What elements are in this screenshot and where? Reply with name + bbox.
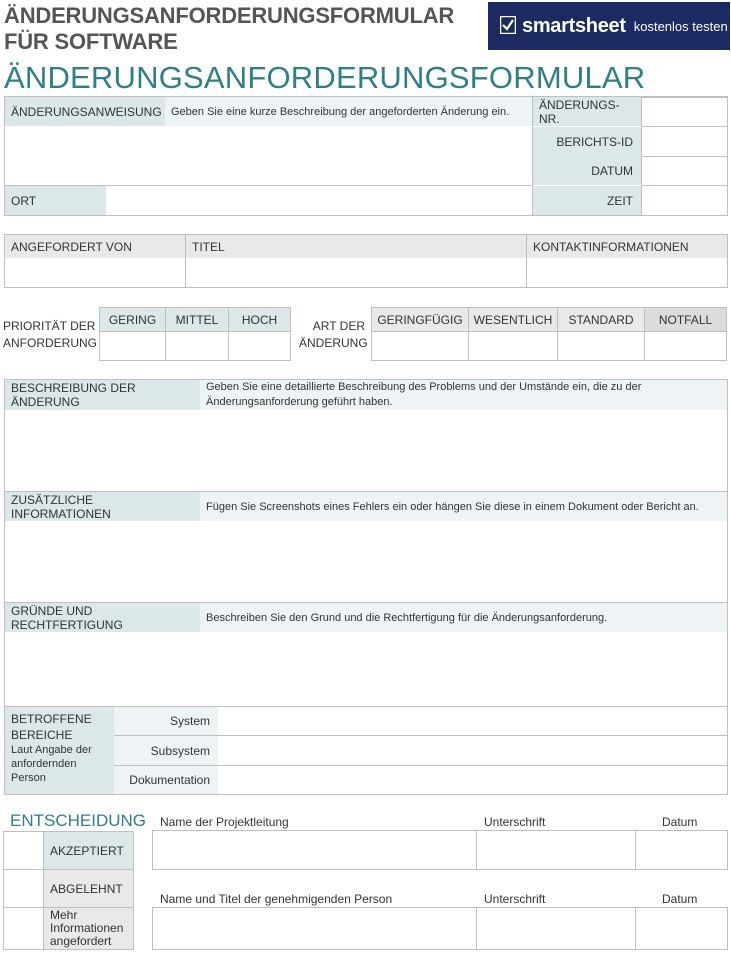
main-title	[4, 3, 454, 55]
accepted-label: AKZEPTIERT	[44, 832, 133, 869]
priority-option-high: HOCH	[229, 308, 290, 331]
change-type-minor-checkbox[interactable]	[372, 332, 468, 360]
pm-signature-field[interactable]	[476, 830, 636, 870]
reasons-label: GRÜNDE UND RECHTFERTIGUNG	[5, 603, 200, 632]
location-label: ORT	[5, 186, 106, 215]
priority-option-medium: MITTEL	[166, 308, 228, 331]
checkmark-icon	[500, 16, 516, 37]
change-type-major: WESENTLICH	[469, 308, 557, 331]
contact-field[interactable]	[527, 258, 727, 287]
instruction-label: ÄNDERUNGSANWEISUNG	[5, 97, 165, 126]
change-type-label: ART DER ÄNDERUNG	[299, 319, 368, 350]
affected-subsystem-label: Subsystem	[114, 736, 218, 765]
approver-name-label: Name und Titel der genehmigenden Person	[160, 892, 393, 906]
contact-label: KONTAKTINFORMATIONEN	[527, 235, 727, 258]
change-type-major-checkbox[interactable]	[469, 332, 557, 360]
time-label: ZEIT	[533, 186, 641, 215]
requested-by-label: ANGEFORDERT VON	[5, 235, 185, 258]
description-field[interactable]	[5, 410, 727, 491]
logo-brand: smartsheet	[522, 14, 626, 37]
pm-signature-label: Unterschrift	[484, 815, 546, 829]
priority-low-checkbox[interactable]	[100, 332, 165, 360]
approver-date-field[interactable]	[635, 907, 728, 950]
logo-cta: kostenlos testen	[633, 18, 728, 34]
approver-signature-field[interactable]	[476, 907, 636, 950]
priority-medium-checkbox[interactable]	[166, 332, 228, 360]
accepted-checkbox[interactable]	[4, 832, 43, 869]
affected-system-field[interactable]	[218, 707, 727, 735]
reasons-field[interactable]	[5, 632, 727, 706]
affected-label: BETROFFENE BEREICHE Laut Angabe der anfordernden Person	[5, 707, 114, 794]
change-type-emergency-checkbox[interactable]	[645, 332, 726, 360]
smartsheet-logo-button[interactable]	[488, 2, 730, 50]
reasons-hint: Beschreiben Sie den Grund und die Rechtfertigung für die Änderungsanforderung.	[200, 603, 727, 632]
pm-name-label: Name der Projektleitung	[160, 815, 289, 829]
change-type-standard: STANDARD	[558, 308, 644, 331]
report-id-label: BERICHTS-ID	[533, 127, 641, 156]
decision-title: ENTSCHEIDUNG	[10, 811, 147, 830]
more-info-checkbox[interactable]	[4, 908, 43, 949]
affected-documentation-field[interactable]	[218, 766, 727, 794]
change-no-field[interactable]	[641, 97, 728, 127]
priority-option-low: GERING	[100, 308, 165, 331]
instruction-field[interactable]	[5, 126, 532, 185]
rejected-label: ABGELEHNT	[44, 870, 133, 907]
approver-date-label: Datum	[662, 892, 698, 906]
additional-field[interactable]	[5, 521, 727, 602]
requested-by-field[interactable]	[5, 258, 185, 287]
time-field[interactable]	[641, 185, 728, 216]
main-title-line1: ÄNDERUNGSANFORDERUNGSFORMULAR	[4, 3, 455, 28]
main-title-line2: FÜR SOFTWARE	[4, 29, 178, 54]
additional-label: ZUSÄTZLICHE INFORMATIONEN	[5, 492, 200, 521]
instruction-hint: Geben Sie eine kurze Beschreibung der angeforderten Änderung ein.	[165, 97, 532, 126]
date-field[interactable]	[641, 156, 728, 186]
description-hint: Geben Sie eine detaillierte Beschreibung des Problems und der Umstände ein, die zu der Änderungsanforderung geführt haben.	[200, 380, 727, 410]
affected-subsystem-field[interactable]	[218, 736, 727, 765]
pm-date-label: Datum	[662, 815, 698, 829]
title-field[interactable]	[186, 258, 526, 287]
pm-name-field[interactable]	[152, 830, 477, 870]
report-id-field[interactable]	[641, 126, 728, 157]
divider	[43, 832, 44, 949]
form-title: ÄNDERUNGSANFORDERUNGSFORMULAR	[4, 60, 646, 95]
title-label: TITEL	[186, 235, 526, 258]
additional-hint: Fügen Sie Screenshots eines Fehlers ein oder hängen Sie diese in einem Dokument oder Bericht an.	[200, 492, 727, 521]
priority-high-checkbox[interactable]	[229, 332, 290, 360]
rejected-checkbox[interactable]	[4, 870, 43, 907]
description-label: BESCHREIBUNG DER ÄNDERUNG	[5, 380, 200, 410]
pm-date-field[interactable]	[635, 830, 728, 870]
approver-name-field[interactable]	[152, 907, 477, 950]
more-info-label: Mehr Informationen angefordert	[44, 908, 133, 949]
change-type-standard-checkbox[interactable]	[558, 332, 644, 360]
date-label: DATUM	[533, 156, 641, 185]
affected-documentation-label: Dokumentation	[114, 766, 218, 794]
approver-signature-label: Unterschrift	[484, 892, 546, 906]
change-no-label: ÄNDERUNGS-NR.	[533, 97, 641, 126]
affected-system-label: System	[114, 707, 218, 735]
priority-label: PRIORITÄT DER ANFORDERUNG	[3, 319, 98, 350]
location-field[interactable]	[106, 186, 532, 215]
change-type-minor: GERINGFÜGIG	[372, 308, 468, 331]
change-type-emergency: NOTFALL	[645, 308, 726, 331]
